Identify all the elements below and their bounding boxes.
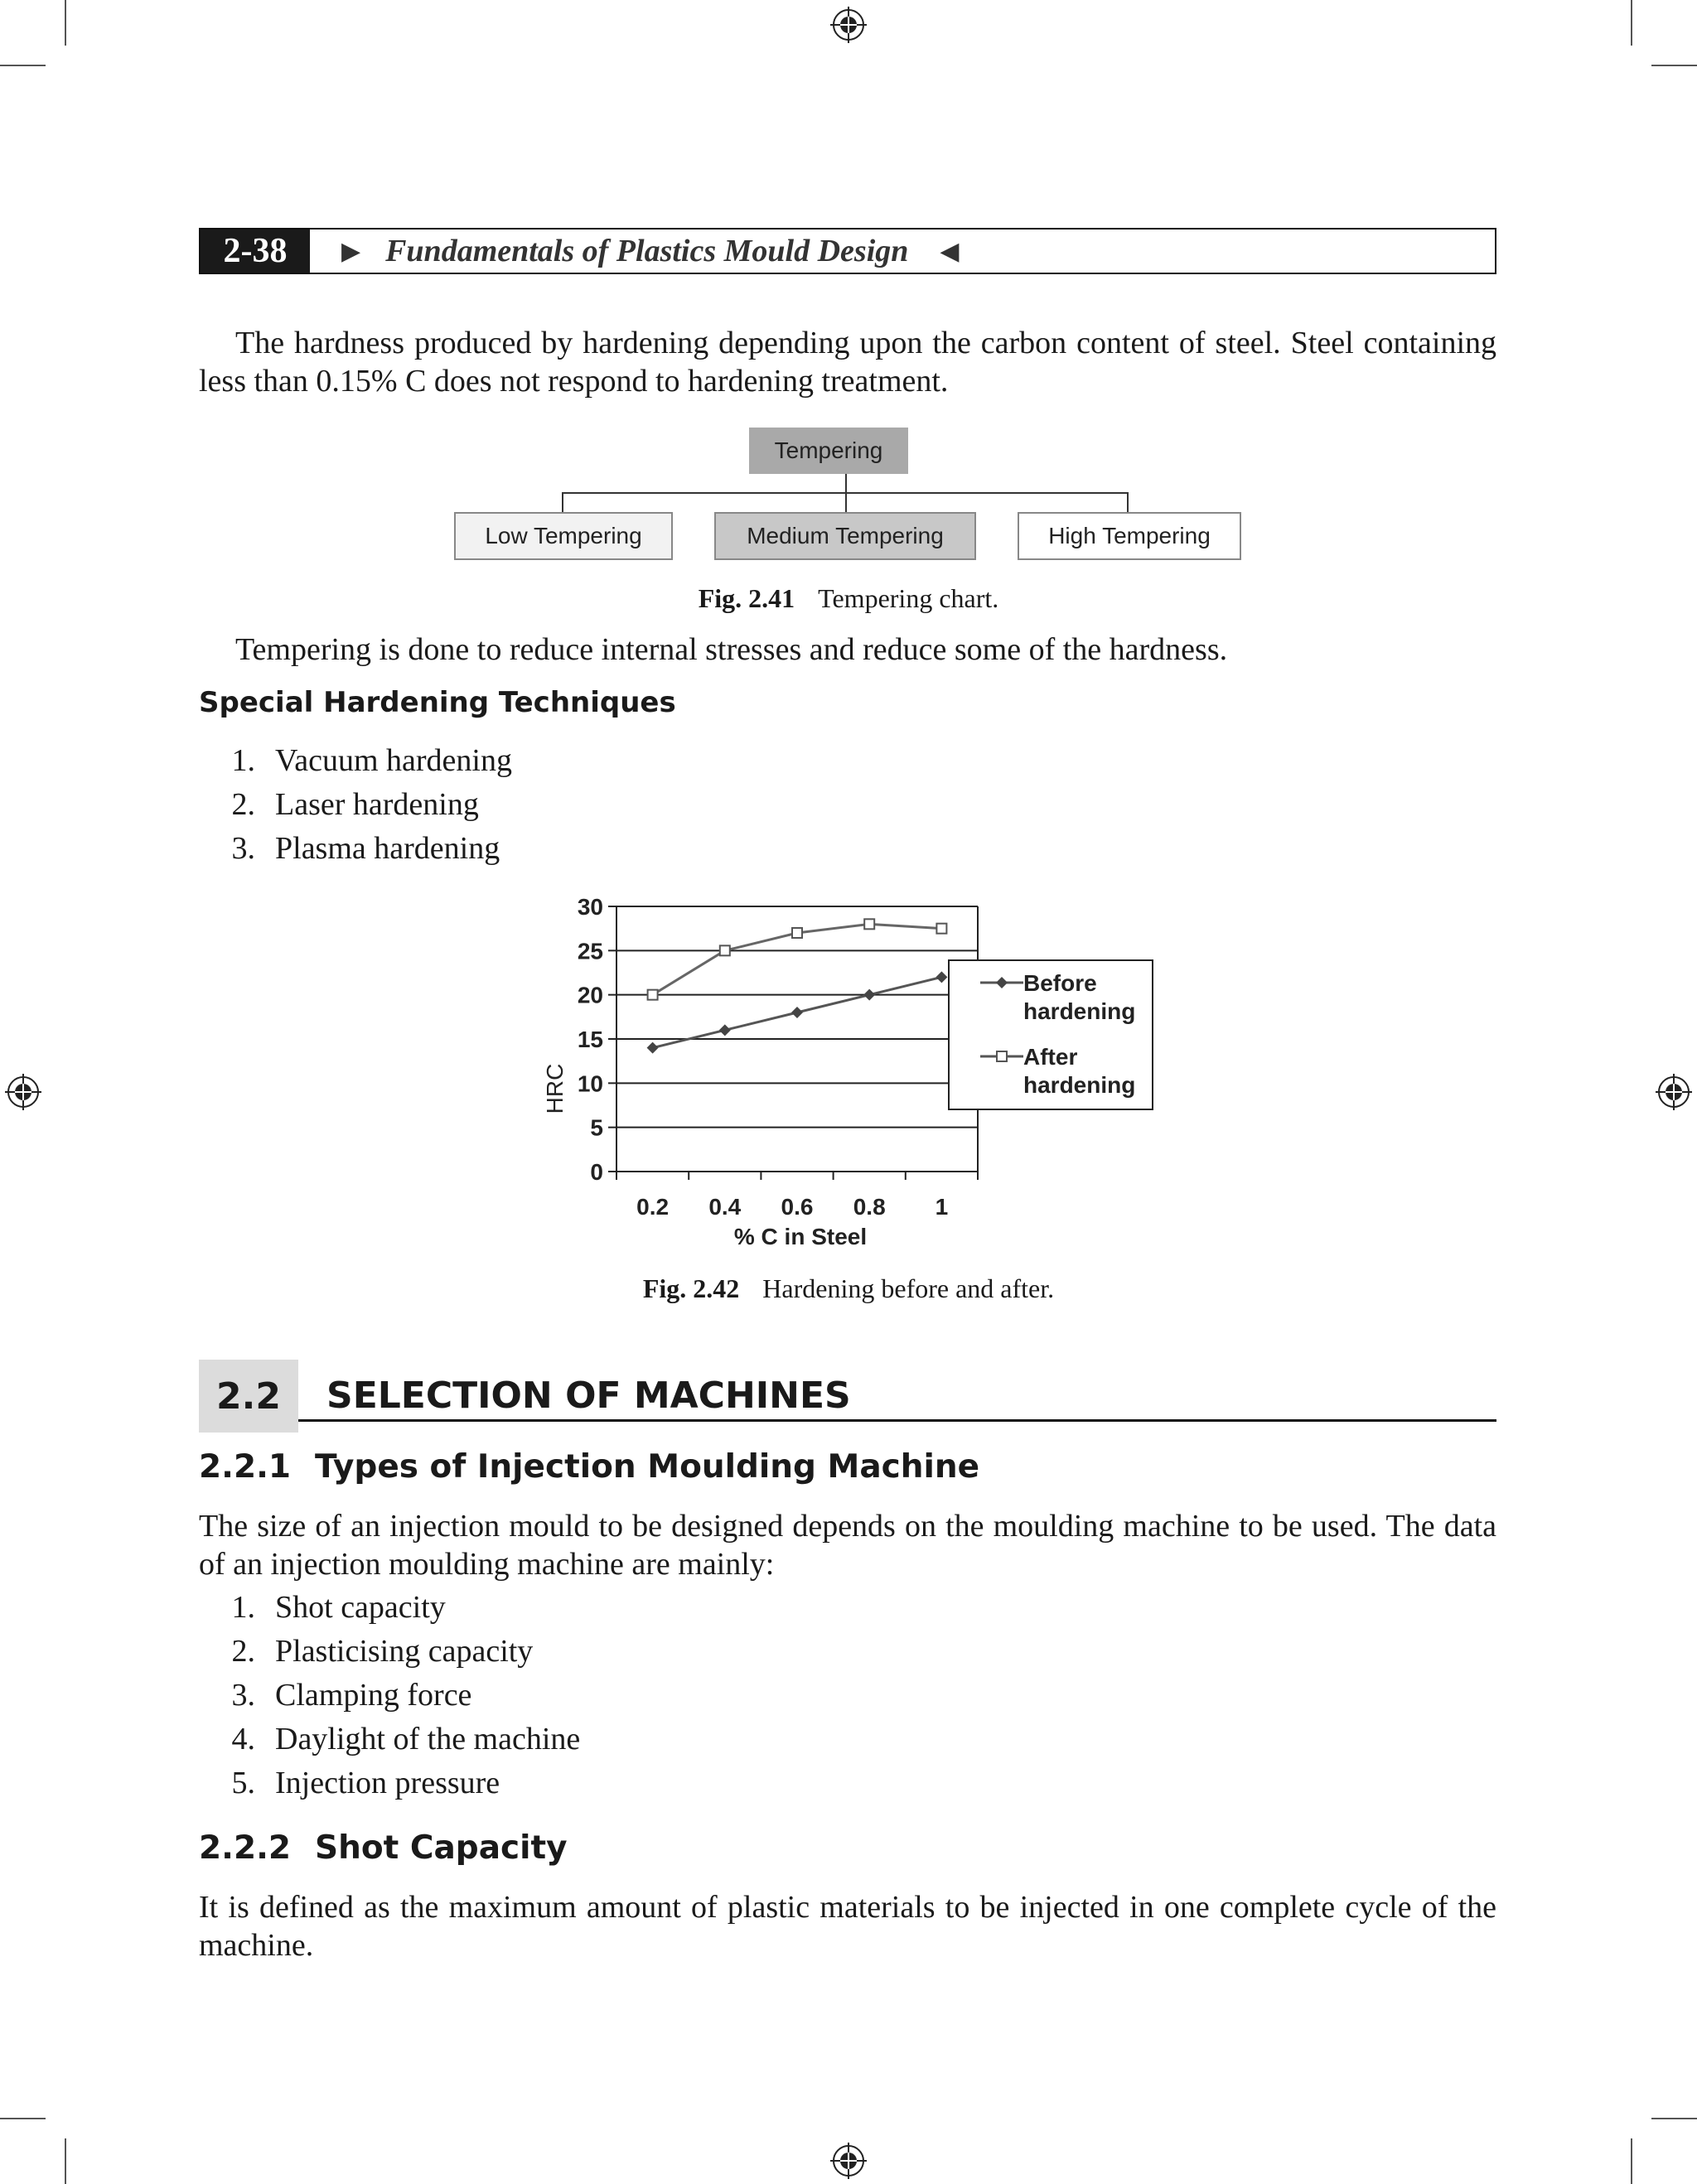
- crop-mark: [0, 65, 46, 66]
- y-tick-label: 20: [577, 982, 603, 1008]
- special-hardening-list: [199, 739, 512, 871]
- data-point: [792, 928, 802, 938]
- data-point: [791, 1007, 803, 1018]
- data-point: [648, 990, 658, 1000]
- x-tick-label: 0.8: [853, 1194, 886, 1220]
- connector-line: [845, 492, 847, 514]
- x-tick-label: 1: [935, 1194, 949, 1220]
- x-tick-label: 0.2: [636, 1194, 670, 1220]
- crop-mark: [1631, 0, 1632, 46]
- y-tick-label: 30: [577, 894, 603, 920]
- figure-caption-text: Tempering chart.: [818, 583, 999, 613]
- low-tempering-box: Low Tempering: [454, 512, 673, 560]
- legend-label: hardening: [1023, 1072, 1136, 1098]
- special-hardening-heading: Special Hardening Techniques: [199, 686, 676, 719]
- list-item: 3. Clamping force: [231, 1678, 472, 1713]
- crop-mark: [1651, 65, 1697, 66]
- list-item: 1. Shot capacity: [231, 1590, 446, 1625]
- data-point: [863, 989, 875, 1001]
- connector-line: [562, 492, 1129, 494]
- data-point: [647, 1042, 659, 1054]
- y-tick-label: 0: [590, 1159, 603, 1185]
- y-tick-label: 5: [590, 1114, 603, 1141]
- registration-mark-icon: [830, 7, 867, 43]
- x-tick-label: 0.6: [781, 1194, 814, 1220]
- figure-caption: [0, 1273, 1697, 1304]
- subsection-title: Types of Injection Moulding Machine: [315, 1448, 980, 1486]
- crop-mark: [65, 2138, 66, 2184]
- figure-number: Fig. 2.42: [642, 1273, 740, 1303]
- paragraph-mould-size: The size of an injection mould to be designed depends on the moulding machine to be used. The data of an injection moulding machine are mainly:: [199, 1509, 1496, 1582]
- hardening-chart: [0, 878, 1697, 1259]
- y-axis-label: HRC: [542, 1063, 568, 1114]
- tempering-root-box: Tempering: [749, 428, 908, 474]
- crop-mark: [1631, 2138, 1632, 2184]
- left-triangle-icon: ◀: [940, 237, 960, 265]
- figure-number: Fig. 2.41: [698, 583, 795, 613]
- page-number: 2-38: [201, 230, 310, 273]
- section-rule: [298, 1419, 1496, 1422]
- book-title-wrap: [341, 230, 959, 273]
- data-point: [720, 945, 730, 955]
- y-tick-label: 25: [577, 938, 603, 964]
- data-point: [719, 1024, 731, 1036]
- machine-data-list: [199, 1586, 580, 1805]
- data-point: [936, 924, 946, 934]
- running-header: [199, 228, 1496, 274]
- paragraph-tempering: Tempering is done to reduce internal stresses and reduce some of the hardness.: [235, 632, 1228, 667]
- subsection-number: 2.2.2: [199, 1829, 292, 1867]
- crop-mark: [0, 2118, 46, 2119]
- tempering-diagram: [0, 0, 1697, 580]
- paragraph-shot-capacity: It is defined as the maximum amount of plastic materials to be injected in one complete cycle of the machine.: [199, 1890, 1496, 1963]
- y-tick-label: 15: [577, 1027, 603, 1052]
- subsection-heading: [199, 1448, 979, 1486]
- connector-line: [1127, 492, 1129, 514]
- legend-label: hardening: [1023, 998, 1136, 1024]
- list-item: 2. Laser hardening: [231, 787, 479, 822]
- legend-label: Before: [1023, 970, 1097, 996]
- high-tempering-box: High Tempering: [1018, 512, 1241, 560]
- list-item: 5. Injection pressure: [231, 1766, 500, 1800]
- figure-caption: [0, 583, 1697, 614]
- legend-label: After: [1023, 1044, 1078, 1070]
- section-number: 2.2: [199, 1360, 298, 1433]
- data-point: [936, 971, 947, 983]
- medium-tempering-box: Medium Tempering: [714, 512, 976, 560]
- connector-line: [845, 474, 847, 494]
- legend-marker: [997, 1051, 1007, 1061]
- figure-caption-text: Hardening before and after.: [762, 1273, 1055, 1303]
- paragraph-hardness: The hardness produced by hardening depending upon the carbon content of steel. Steel containing less than 0.15% C does not respond to hardening treatment.: [199, 326, 1496, 399]
- crop-mark: [1651, 2118, 1697, 2119]
- connector-line: [562, 492, 563, 514]
- registration-mark-icon: [830, 2143, 867, 2179]
- crop-mark: [65, 0, 66, 46]
- section-title: SELECTION OF MACHINES: [326, 1375, 851, 1417]
- subsection-number: 2.2.1: [199, 1448, 292, 1486]
- list-item: 1. Vacuum hardening: [231, 743, 512, 778]
- list-item: 3. Plasma hardening: [231, 831, 500, 866]
- x-axis-label: % C in Steel: [733, 1224, 868, 1249]
- list-item: 4. Daylight of the machine: [231, 1722, 581, 1756]
- x-tick-label: 0.4: [708, 1194, 742, 1220]
- data-point: [864, 919, 874, 929]
- book-title: Fundamentals of Plastics Mould Design: [385, 234, 909, 268]
- y-tick-label: 10: [577, 1070, 603, 1097]
- list-item: 2. Plasticising capacity: [231, 1634, 534, 1669]
- right-triangle-icon: ▶: [341, 237, 361, 265]
- subsection-title: Shot Capacity: [315, 1829, 568, 1867]
- subsection-heading: [199, 1829, 568, 1867]
